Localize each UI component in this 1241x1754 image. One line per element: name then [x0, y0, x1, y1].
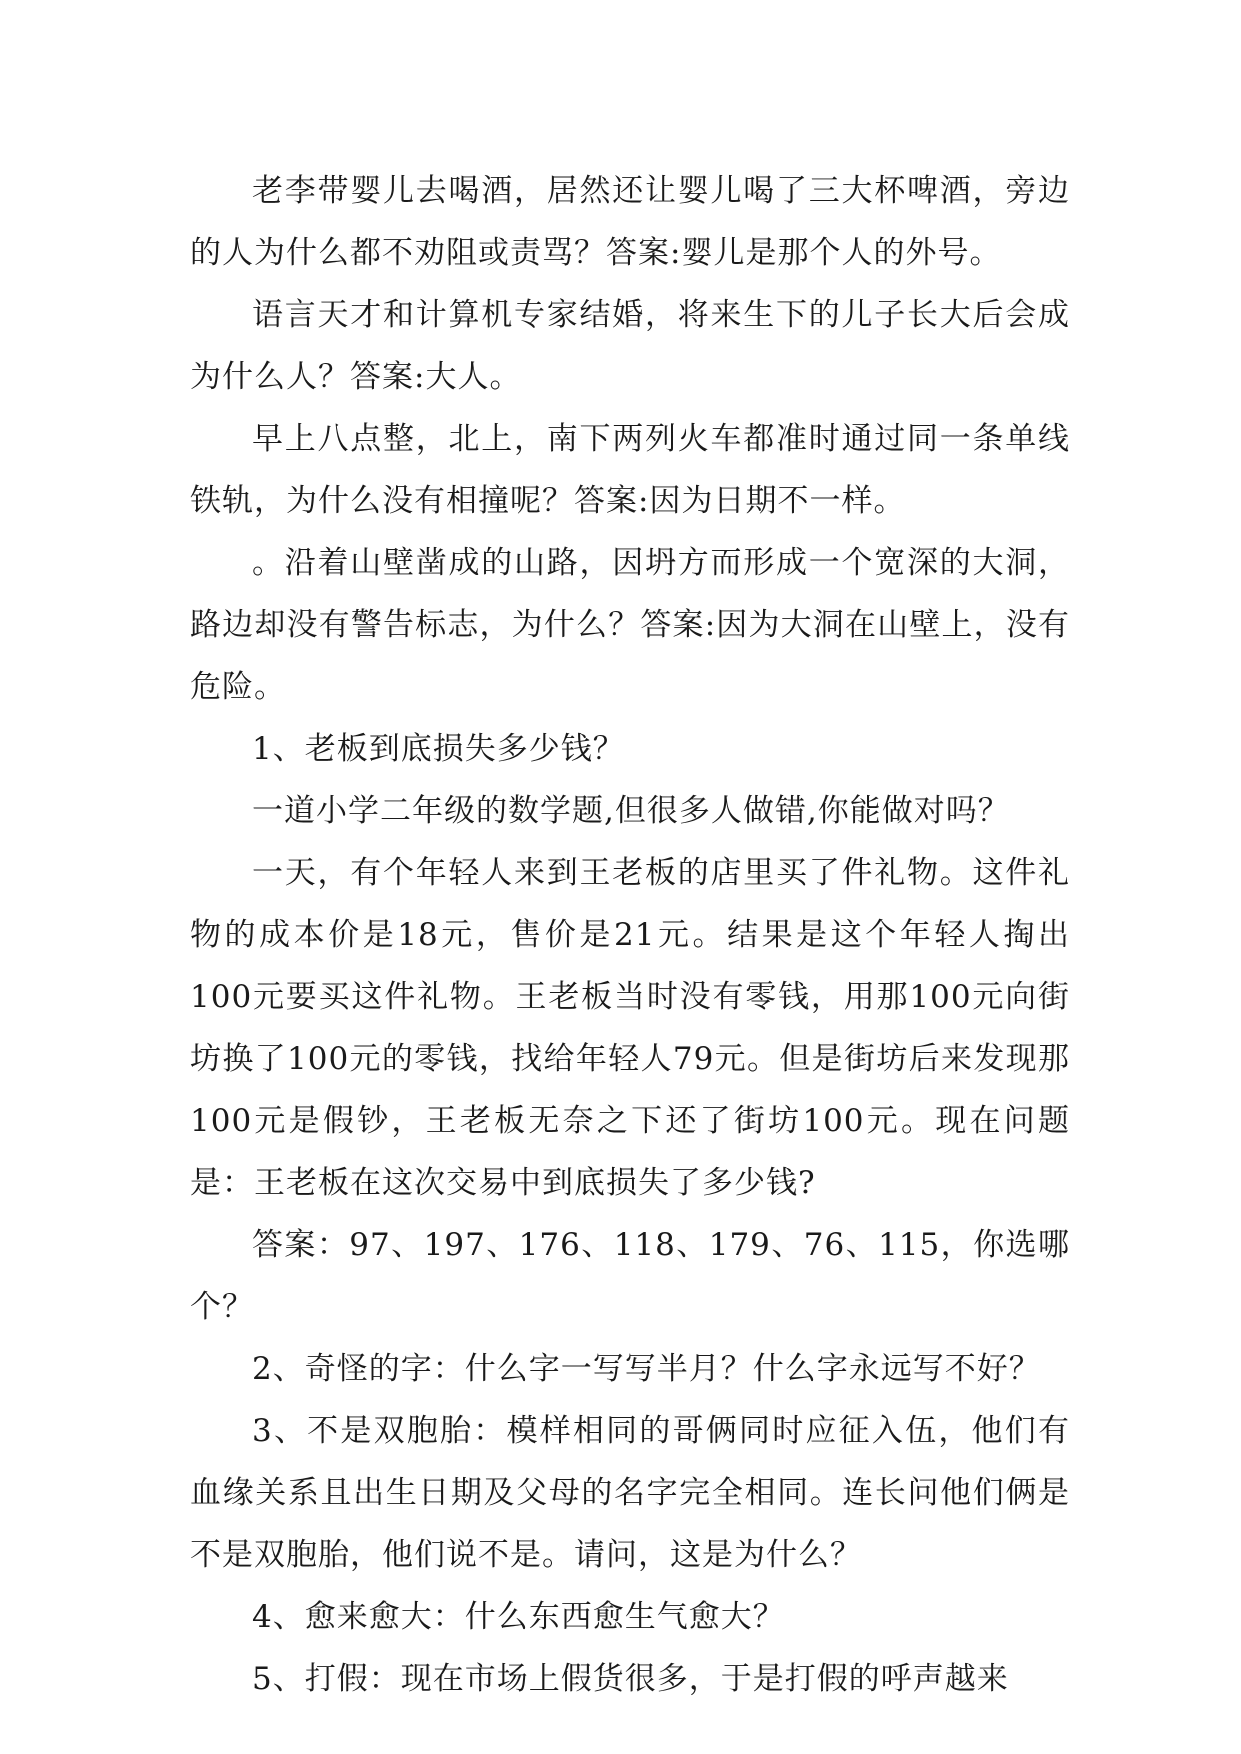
paragraph-2: 语言天才和计算机专家结婚，将来生下的儿子长大后会成为什么人？答案:大人。	[190, 297, 1070, 395]
question-5: 5、打假：现在市场上假货很多，于是打假的呼声越来	[252, 1661, 1009, 1697]
question-2: 2、奇怪的字：什么字一写写半月？什么字永远写不好？	[252, 1351, 1041, 1387]
paragraph-1: 老李带婴儿去喝酒，居然还让婴儿喝了三大杯啤酒，旁边的人为什么都不劝阻或责骂？答案:婴儿是那个人的外号。	[190, 173, 1070, 271]
question-4: 4、愈来愈大：什么东西愈生气愈大？	[252, 1599, 785, 1635]
question-3: 3、不是双胞胎：模样相同的哥俩同时应征入伍，他们有血缘关系且出生日期及父母的名字完全相同。连长问他们俩是不是双胞胎，他们说不是。请问，这是为什么？	[190, 1413, 1070, 1573]
paragraph-6: 一天，有个年轻人来到王老板的店里买了件礼物。这件礼物的成本价是18元，售价是21元。结果是这个年轻人掏出100元要买这件礼物。王老板当时没有零钱，用那100元向街坊换了100元的零钱，找给年轻人79元。但是街坊后来发现那100元是假钞，王老板无奈之下还了街坊100元。现在问题是：王老板在这次交易中到底损失了多少钱?	[190, 855, 1070, 1201]
paragraph-4: 。沿着山壁凿成的山路，因坍方而形成一个宽深的大洞，路边却没有警告标志，为什么？答案:因为大洞在山壁上，没有危险。	[190, 545, 1070, 705]
answer-options: 答案：97、197、176、118、179、76、115，你选哪个？	[190, 1227, 1070, 1325]
heading-question-1: 1、老板到底损失多少钱？	[252, 731, 625, 767]
paragraph-3: 早上八点整，北上，南下两列火车都准时通过同一条单线铁轨，为什么没有相撞呢？答案:因为日期不一样。	[190, 421, 1070, 519]
paragraph-5: 一道小学二年级的数学题,但很多人做错,你能做对吗？	[252, 793, 1010, 829]
document-body	[190, 160, 1070, 1710]
